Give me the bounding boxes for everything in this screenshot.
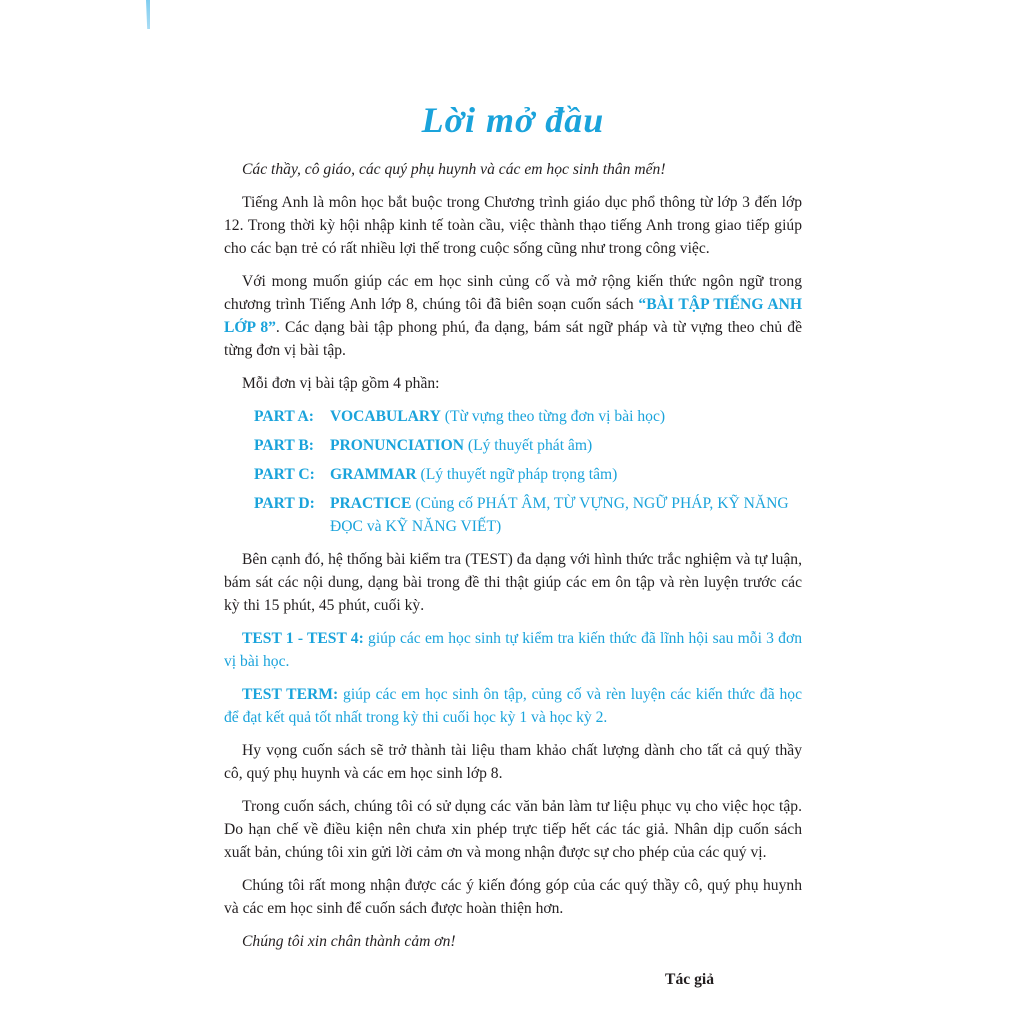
book-title: “BÀI TẬP TIẾNG ANH LỚP 8” — [224, 296, 802, 336]
greeting: Các thầy, cô giáo, các quý phụ huynh và các em học sinh thân mến! — [242, 161, 666, 178]
test-desc: giúp các em học sinh ôn tập, củng cố và rèn luyện các kiến thức đã học để đạt kết quả tốt nhất trong kỳ thi cuối học kỳ 1 và học kỳ 2. — [224, 686, 803, 726]
part-label: PART D: — [254, 495, 315, 512]
author-signature: Tác giả — [665, 971, 714, 988]
paragraph-sources: Trong cuốn sách, chúng tôi có sử dụng các văn bản làm tư liệu phục vụ cho việc học tập. Do hạn chế về điều kiện nên chưa xin phép trực tiếp hết các tác giả. Nhân dịp cuốn sách xuất bản, chúng tôi xin gửi lời cảm ơn và mong nhận được sự cho phép của các quý vị. — [224, 798, 802, 861]
part-desc: (Lý thuyết phát âm) — [464, 437, 593, 454]
paragraph-structure: Mỗi đơn vị bài tập gồm 4 phần: — [242, 375, 440, 392]
test-label: TEST 1 - TEST 4: — [242, 630, 364, 647]
part-desc: (Lý thuyết ngữ pháp trọng tâm) — [416, 466, 618, 483]
test-item-term — [224, 683, 802, 729]
paragraph-hope: Hy vọng cuốn sách sẽ trở thành tài liệu tham khảo chất lượng dành cho tất cả quý thầy cô, quý phụ huynh và các em học sinh lớp 8. — [224, 742, 802, 782]
page-title: Lời mở đầu — [421, 100, 605, 140]
test-label: TEST TERM: — [242, 686, 339, 703]
part-label: PART B: — [254, 437, 314, 454]
paragraph-tests: Bên cạnh đó, hệ thống bài kiểm tra (TEST) đa dạng với hình thức trắc nghiệm và tự luận, bám sát các nội dung, dạng bài trong đề thi thật giúp các em ôn tập và rèn luyện trước các kỳ thi 15 phút, 45 phút, cuối kỳ. — [224, 551, 802, 614]
part-label: PART C: — [254, 466, 315, 483]
part-item-d — [254, 492, 802, 538]
part-item-a — [254, 405, 802, 428]
preface-page — [224, 96, 802, 989]
paragraph-feedback: Chúng tôi rất mong nhận được các ý kiến đóng góp của các quý thầy cô, quý phụ huynh và các em học sinh để cuốn sách được hoàn thiện hơn. — [224, 877, 802, 917]
paragraph-purpose-after: . Các dạng bài tập phong phú, đa dạng, bám sát ngữ pháp và từ vựng theo chủ đề từng đơn vị bài tập. — [224, 319, 802, 359]
paragraph-purpose — [224, 270, 802, 362]
page-corner-mark — [146, 0, 150, 29]
closing-thanks: Chúng tôi xin chân thành cảm ơn! — [242, 933, 456, 950]
part-name: PRONUNCIATION — [330, 437, 464, 454]
part-name: PRACTICE — [330, 495, 412, 512]
part-name: GRAMMAR — [330, 466, 417, 483]
test-item-1-4 — [224, 627, 802, 673]
parts-list — [224, 405, 802, 538]
paragraph-intro: Tiếng Anh là môn học bắt buộc trong Chương trình giáo dục phổ thông từ lớp 3 đến lớp 12. Trong thời kỳ hội nhập kinh tế toàn cầu, việc thành thạo tiếng Anh trong giao tiếp giúp cho các bạn trẻ có rất nhiều lợi thế trong cuộc sống cũng như trong công việc. — [224, 194, 802, 257]
part-label: PART A: — [254, 408, 314, 425]
paragraph-purpose-before: Với mong muốn giúp các em học sinh củng cố và mở rộng kiến thức ngôn ngữ trong chương trình Tiếng Anh lớp 8, chúng tôi đã biên soạn cuốn sách — [224, 273, 802, 313]
part-desc: (Từ vựng theo từng đơn vị bài học) — [440, 408, 666, 425]
test-desc: giúp các em học sinh tự kiểm tra kiến thức đã lĩnh hội sau mỗi 3 đơn vị bài học. — [224, 630, 803, 670]
part-item-b — [254, 434, 802, 457]
part-name: VOCABULARY — [330, 408, 441, 425]
part-desc: (Củng cố PHÁT ÂM, TỪ VỰNG, NGỮ PHÁP, KỸ NĂNG ĐỌC và KỸ NĂNG VIẾT) — [330, 495, 789, 535]
part-item-c — [254, 463, 802, 486]
